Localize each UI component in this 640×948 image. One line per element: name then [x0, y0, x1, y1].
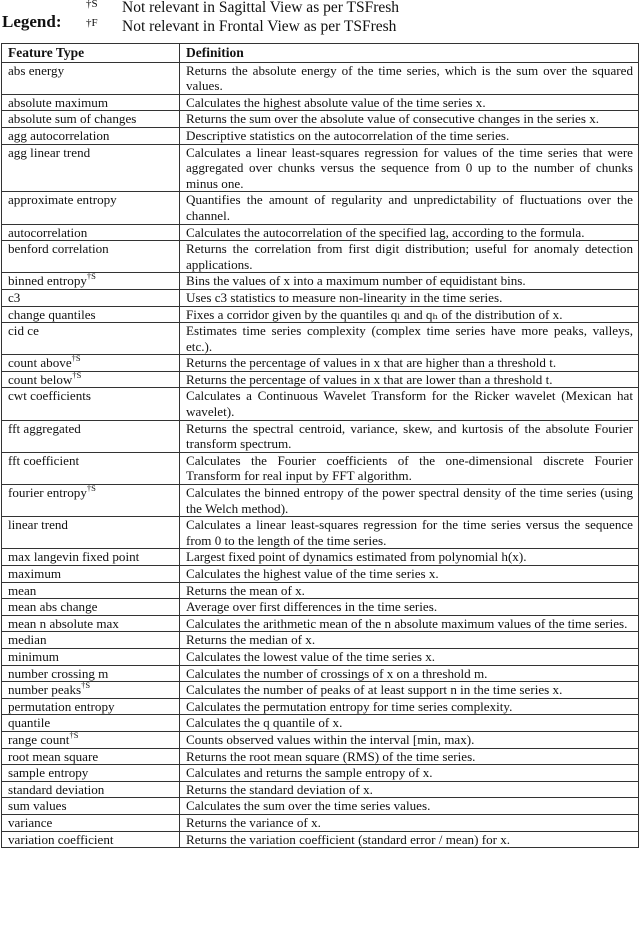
feature-name: fft coefficient	[8, 452, 80, 468]
feature-name: binned entropy	[8, 273, 87, 289]
feature-name: linear trend	[8, 517, 68, 533]
legend-title: Legend:	[2, 12, 62, 31]
feature-type-cell	[2, 615, 180, 632]
feature-name: quantile	[8, 715, 51, 731]
feature-type-cell	[2, 517, 180, 549]
feature-type-cell	[2, 582, 180, 599]
feature-name: max langevin fixed point	[8, 549, 140, 565]
definition-cell: Returns the absolute energy of the time series, which is the sum over the squared values.	[180, 62, 639, 94]
table-row	[2, 224, 639, 241]
feature-name: mean n absolute max	[8, 615, 119, 631]
definition-cell: Returns the percentage of values in x that are lower than a threshold t.	[180, 371, 639, 388]
feature-name: fourier entropy	[8, 485, 87, 501]
feature-type-cell	[2, 94, 180, 111]
definition-cell: Returns the root mean square (RMS) of the time series.	[180, 748, 639, 765]
feature-name: range count	[8, 731, 70, 747]
table-row	[2, 388, 639, 420]
feature-name: absolute sum of changes	[8, 111, 137, 127]
table-row	[2, 582, 639, 599]
feature-name: fft aggregated	[8, 420, 81, 436]
feature-type-cell	[2, 682, 180, 699]
definition-cell: Descriptive statistics on the autocorrelation of the time series.	[180, 127, 639, 144]
definition-cell: Calculates the Fourier coefficients of the one-dimensional discrete Fourier Transform for real input by FFT algorithm.	[180, 452, 639, 484]
definition-cell: Calculates the sum over the time series values.	[180, 798, 639, 815]
feature-type-cell	[2, 127, 180, 144]
table-row	[2, 599, 639, 616]
feature-type-cell	[2, 781, 180, 798]
table-row	[2, 831, 639, 848]
definition-cell: Calculates the highest absolute value of the time series x.	[180, 94, 639, 111]
definition-cell: Returns the standard deviation of x.	[180, 781, 639, 798]
feature-type-cell	[2, 62, 180, 94]
feature-type-cell	[2, 192, 180, 224]
definition-cell: Returns the correlation from first digit distribution; useful for anomaly detection applications.	[180, 241, 639, 273]
feature-type-cell	[2, 452, 180, 484]
feature-type-cell	[2, 748, 180, 765]
definition-cell: Calculates the number of crossings of x on a threshold m.	[180, 665, 639, 682]
feature-type-cell	[2, 111, 180, 128]
table-row	[2, 355, 639, 372]
table-row	[2, 665, 639, 682]
definition-cell: Average over first differences in the time series.	[180, 599, 639, 616]
table-row	[2, 748, 639, 765]
feature-type-cell	[2, 355, 180, 372]
dagger-s-mark: †S	[86, 0, 98, 10]
feature-type-cell	[2, 731, 180, 748]
definition-cell: Calculates the highest value of the time series x.	[180, 566, 639, 583]
definition-cell: Returns the variance of x.	[180, 814, 639, 831]
definition-cell: Returns the sum over the absolute value of consecutive changes in the series x.	[180, 111, 639, 128]
feature-name: permutation entropy	[8, 698, 115, 714]
definition-cell: Uses c3 statistics to measure non-linearity in the time series.	[180, 289, 639, 306]
legend-item-frontal	[86, 17, 396, 36]
feature-name: mean abs change	[8, 599, 98, 615]
definition-cell: Calculates a linear least-squares regression for the time series versus the sequence from 0 to the length of the time series.	[180, 517, 639, 549]
feature-type-cell	[2, 814, 180, 831]
not-relevant-mark: †S	[81, 680, 91, 691]
table-row	[2, 798, 639, 815]
table-row	[2, 111, 639, 128]
table-row	[2, 241, 639, 273]
feature-name: agg linear trend	[8, 144, 91, 160]
legend	[2, 0, 638, 41]
definition-cell: Bins the values of x into a maximum number of equidistant bins.	[180, 273, 639, 290]
not-relevant-mark: †S	[86, 483, 96, 494]
feature-name: variance	[8, 814, 53, 830]
definition-cell: Calculates the arithmetic mean of the n absolute maximum values of the time series.	[180, 615, 639, 632]
feature-type-cell	[2, 648, 180, 665]
feature-name: c3	[8, 289, 21, 305]
table-row	[2, 485, 639, 517]
feature-name: sample entropy	[8, 765, 89, 781]
feature-name: number peaks	[8, 682, 82, 698]
feature-type-cell	[2, 831, 180, 848]
feature-type-cell	[2, 632, 180, 649]
not-relevant-mark: †S	[72, 369, 82, 380]
table-row	[2, 517, 639, 549]
definition-cell: Counts observed values within the interval [min, max).	[180, 731, 639, 748]
definition-cell: Returns the spectral centroid, variance, skew, and kurtosis of the absolute Fourier transform spectrum.	[180, 420, 639, 452]
definition-cell: Largest fixed point of dynamics estimated from polynomial h(x).	[180, 549, 639, 566]
feature-name: autocorrelation	[8, 224, 88, 240]
table-row	[2, 648, 639, 665]
feature-type-cell	[2, 323, 180, 355]
table-row	[2, 632, 639, 649]
feature-type-cell	[2, 798, 180, 815]
legend-item-sagittal	[86, 0, 399, 17]
legend-item-text: Not relevant in Sagittal View as per TSFresh	[122, 0, 400, 16]
table-row	[2, 94, 639, 111]
table-header-row	[2, 44, 639, 63]
legend-item-text: Not relevant in Frontal View as per TSFresh	[122, 18, 397, 35]
feature-name: count above	[8, 355, 72, 371]
feature-type-cell	[2, 715, 180, 732]
feature-name: number crossing m	[8, 665, 109, 681]
feature-name: cwt coefficients	[8, 388, 92, 404]
table-row	[2, 781, 639, 798]
definition-cell: Estimates time series complexity (complex time series have more peaks, valleys, etc.).	[180, 323, 639, 355]
definition-cell: Returns the median of x.	[180, 632, 639, 649]
table-row	[2, 306, 639, 323]
header-feature-type: Feature Type	[2, 44, 180, 63]
table-row	[2, 765, 639, 782]
definition-cell: Calculates and returns the sample entropy of x.	[180, 765, 639, 782]
feature-type-cell	[2, 698, 180, 715]
feature-type-cell	[2, 765, 180, 782]
feature-type-cell	[2, 273, 180, 290]
feature-type-cell	[2, 665, 180, 682]
table-row	[2, 814, 639, 831]
table-row	[2, 144, 639, 192]
feature-type-cell	[2, 144, 180, 192]
definition-cell: Returns the percentage of values in x that are higher than a threshold t.	[180, 355, 639, 372]
feature-name: sum values	[8, 798, 67, 814]
feature-type-cell	[2, 599, 180, 616]
definition-cell: Calculates a linear least-squares regression for values of the time series that were aggregated over chunks versus the sequence from 0 up to the number of chunks minus one.	[180, 144, 639, 192]
table-row	[2, 192, 639, 224]
feature-name: standard deviation	[8, 781, 105, 797]
not-relevant-mark: †S	[86, 271, 96, 282]
table-row	[2, 682, 639, 699]
feature-name: maximum	[8, 566, 62, 581]
table-row	[2, 698, 639, 715]
table-row	[2, 566, 639, 583]
definition-cell: Calculates the q quantile of x.	[180, 715, 639, 732]
table-row	[2, 62, 639, 94]
table-row	[2, 549, 639, 566]
feature-type-cell	[2, 289, 180, 306]
not-relevant-mark: †S	[71, 353, 81, 364]
definition-cell: Calculates the autocorrelation of the specified lag, according to the formula.	[180, 224, 639, 241]
feature-type-cell	[2, 306, 180, 323]
table-row	[2, 715, 639, 732]
table-row	[2, 273, 639, 290]
feature-name: change quantiles	[8, 306, 96, 322]
feature-name: count below	[8, 371, 73, 387]
table-row	[2, 323, 639, 355]
definition-cell: Fixes a corridor given by the quantiles qₗ and qₕ of the distribution of x.	[180, 306, 639, 323]
definition-cell: Calculates the number of peaks of at least support n in the time series x.	[180, 682, 639, 699]
feature-name: cid ce	[8, 323, 39, 339]
feature-name: benford correlation	[8, 241, 109, 257]
definition-cell: Calculates the binned entropy of the power spectral density of the time series (using the Welch method).	[180, 485, 639, 517]
table-row	[2, 452, 639, 484]
table-row	[2, 731, 639, 748]
table-row	[2, 289, 639, 306]
feature-name: median	[8, 632, 47, 648]
feature-name: mean	[8, 582, 37, 598]
dagger-f-mark: †F	[86, 17, 98, 29]
feature-name: root mean square	[8, 748, 99, 764]
feature-type-cell	[2, 224, 180, 241]
feature-table	[1, 43, 639, 848]
definition-cell: Calculates the lowest value of the time series x.	[180, 648, 639, 665]
table-row	[2, 420, 639, 452]
feature-type-cell	[2, 485, 180, 517]
feature-name: variation coefficient	[8, 831, 114, 847]
feature-type-cell	[2, 549, 180, 566]
definition-cell: Calculates the permutation entropy for time series complexity.	[180, 698, 639, 715]
table-body	[2, 62, 639, 848]
feature-name: agg autocorrelation	[8, 127, 110, 143]
definition-cell: Quantifies the amount of regularity and unpredictability of fluctuations over the channel.	[180, 192, 639, 224]
feature-name: abs energy	[8, 62, 65, 78]
table-row	[2, 127, 639, 144]
feature-type-cell	[2, 566, 180, 583]
definition-cell: Returns the variation coefficient (standard error / mean) for x.	[180, 831, 639, 848]
not-relevant-mark: †S	[69, 729, 79, 740]
feature-type-cell	[2, 371, 180, 388]
feature-name: minimum	[8, 648, 59, 664]
table-row	[2, 615, 639, 632]
header-definition: Definition	[180, 44, 639, 63]
definition-cell: Calculates a Continuous Wavelet Transform for the Ricker wavelet (Mexican hat wavelet).	[180, 388, 639, 420]
definition-cell: Returns the mean of x.	[180, 582, 639, 599]
table-row	[2, 371, 639, 388]
feature-type-cell	[2, 388, 180, 420]
feature-name: absolute maximum	[8, 94, 109, 110]
feature-type-cell	[2, 241, 180, 273]
feature-name: approximate entropy	[8, 192, 117, 208]
feature-type-cell	[2, 420, 180, 452]
